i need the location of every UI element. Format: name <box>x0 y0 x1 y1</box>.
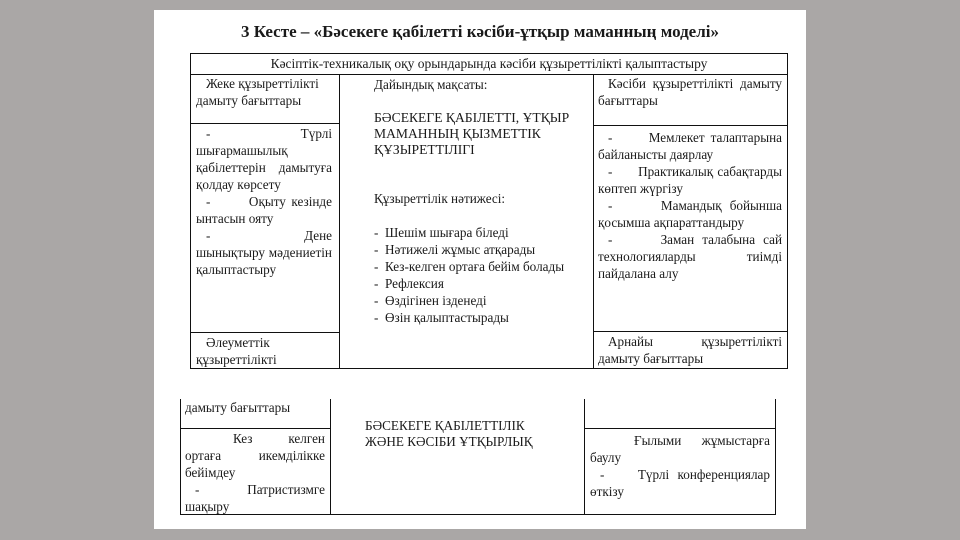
table-border-left <box>180 399 181 515</box>
personal-competence-heading <box>196 75 332 109</box>
column-divider-right <box>593 74 594 369</box>
result-item <box>374 258 574 275</box>
dash-marker: - <box>206 126 301 141</box>
dash-marker: - <box>206 228 305 243</box>
dash-marker: - <box>374 242 385 257</box>
dash-marker: - <box>608 232 661 247</box>
list-item <box>196 125 332 193</box>
list-item <box>196 227 332 278</box>
personal-competence-list <box>196 125 332 278</box>
dash-marker: - <box>374 259 385 274</box>
list-item-text: Патристизмге шақыру <box>185 482 325 514</box>
result-item <box>374 309 588 326</box>
professional-competence-heading <box>598 75 782 109</box>
row-divider <box>180 428 331 429</box>
social-competence-heading <box>196 334 332 368</box>
list-item <box>185 481 325 515</box>
goal-label: Дайындық мақсаты: <box>374 77 488 92</box>
dash-marker: - <box>608 130 649 145</box>
competitiveness-summary <box>365 418 579 450</box>
column-divider-right <box>584 399 585 515</box>
heading-text: Әлеуметтік құзыреттілікті <box>196 335 277 367</box>
dash-marker: - <box>195 482 248 497</box>
result-text: Өздігінен ізденеді <box>385 293 487 308</box>
heading-text: Жеке құзыреттілікті дамыту бағыттары <box>196 76 319 108</box>
list-item-text: Түрлі конференциялар өткізу <box>590 467 770 499</box>
list-item-text: Мемлекет талаптарына байланысты даярлау <box>598 130 782 162</box>
goal-text: БӘСЕКЕГЕ ҚАБІЛЕТТІ, ҰТҚЫР МАМАННЫҢ ҚЫЗМЕТТІК ҚҰЗЫРЕТТІЛІГІ <box>374 110 570 157</box>
special-competence-list <box>590 432 770 500</box>
result-text: Нәтижелі жұмыс атқарады <box>385 242 536 257</box>
spacer <box>374 158 588 190</box>
list-item-text: Дене шынықтыру мәдениетін қалыптастыру <box>196 228 332 277</box>
heading-text: Арнайы құзыреттілікті дамыту бағыттары <box>598 334 782 366</box>
spacer <box>374 93 588 110</box>
result-label: Құзыреттілік нәтижесі: <box>374 191 506 206</box>
table-border-right <box>787 74 788 369</box>
spacer <box>374 207 588 224</box>
list-item-text: Практикалық сабақтарды көптеп жүргізу <box>598 164 782 196</box>
social-competence-heading-continued <box>185 399 325 416</box>
table-border-right <box>775 399 776 515</box>
table-border-bottom <box>190 368 788 369</box>
list-item-text: Кез келген ортаға икемділікке бейімдеу <box>185 431 325 480</box>
result-text: Шешім шығара біледі <box>385 225 509 240</box>
row-divider <box>584 428 776 429</box>
result-item <box>374 224 588 241</box>
dash-marker: - <box>374 293 385 308</box>
result-item <box>374 241 588 258</box>
dash-marker: - <box>374 225 385 240</box>
dash-marker: - <box>600 467 638 482</box>
list-item-text: Мамандық бойынша қосымша ақпараттандыру <box>598 198 782 230</box>
result-text: Кез-келген ортаға бейім болады <box>385 259 565 274</box>
row-divider <box>190 123 340 124</box>
result-item <box>374 275 588 292</box>
heading-text: Кәсіби құзыреттілікті дамыту бағыттары <box>598 76 782 108</box>
heading-text: дамыту бағыттары <box>185 400 291 415</box>
dash-marker: - <box>608 164 639 179</box>
dash-marker: - <box>608 198 661 213</box>
list-item <box>598 231 782 282</box>
list-item-text: Заман талабына сай технологияларды тиімді пайдалана алу <box>598 232 782 281</box>
special-competence-heading <box>598 333 782 367</box>
list-item <box>598 197 782 231</box>
result-item <box>374 292 588 309</box>
result-text: Рефлексия <box>385 276 444 291</box>
list-item <box>590 466 770 500</box>
row-divider <box>593 125 788 126</box>
dash-marker: - <box>374 310 385 325</box>
dash-marker: - <box>206 194 249 209</box>
table-header-text: Кәсіптік-техникалық оқу орындарында кәсіби құзыреттілікті қалыптастыру <box>270 56 708 71</box>
document-page <box>154 10 806 529</box>
column-divider-left <box>330 399 331 515</box>
summary-text: БӘСЕКЕГЕ ҚАБІЛЕТТІЛІК ЖӘНЕ КӘСІБИ ҰТҚЫРЛЫҚ <box>365 418 533 449</box>
list-item-text: Ғылыми жұмыстарға баулу <box>590 433 770 465</box>
social-competence-list <box>185 430 325 515</box>
column-divider-left <box>339 74 340 369</box>
table-border-left <box>190 74 191 369</box>
list-item-text: Оқыту кезінде ынтасын ояту <box>196 194 332 226</box>
list-item <box>598 163 782 197</box>
table-header <box>190 53 788 75</box>
list-item <box>598 129 782 163</box>
result-text: Өзін қалыптастырады <box>385 310 509 325</box>
professional-competence-list <box>598 129 782 282</box>
row-divider <box>593 331 788 332</box>
list-item <box>196 193 332 227</box>
table-title: 3 Кесте – «Бәсекеге қабілетті кәсіби-ұтқыр маманның моделі» <box>241 22 719 41</box>
list-item-text: Түрлі шығармашылық қабілеттерін дамытуға қолдау көрсету <box>196 126 332 192</box>
center-column <box>374 76 588 326</box>
dash-marker: - <box>374 276 385 291</box>
row-divider <box>190 332 340 333</box>
